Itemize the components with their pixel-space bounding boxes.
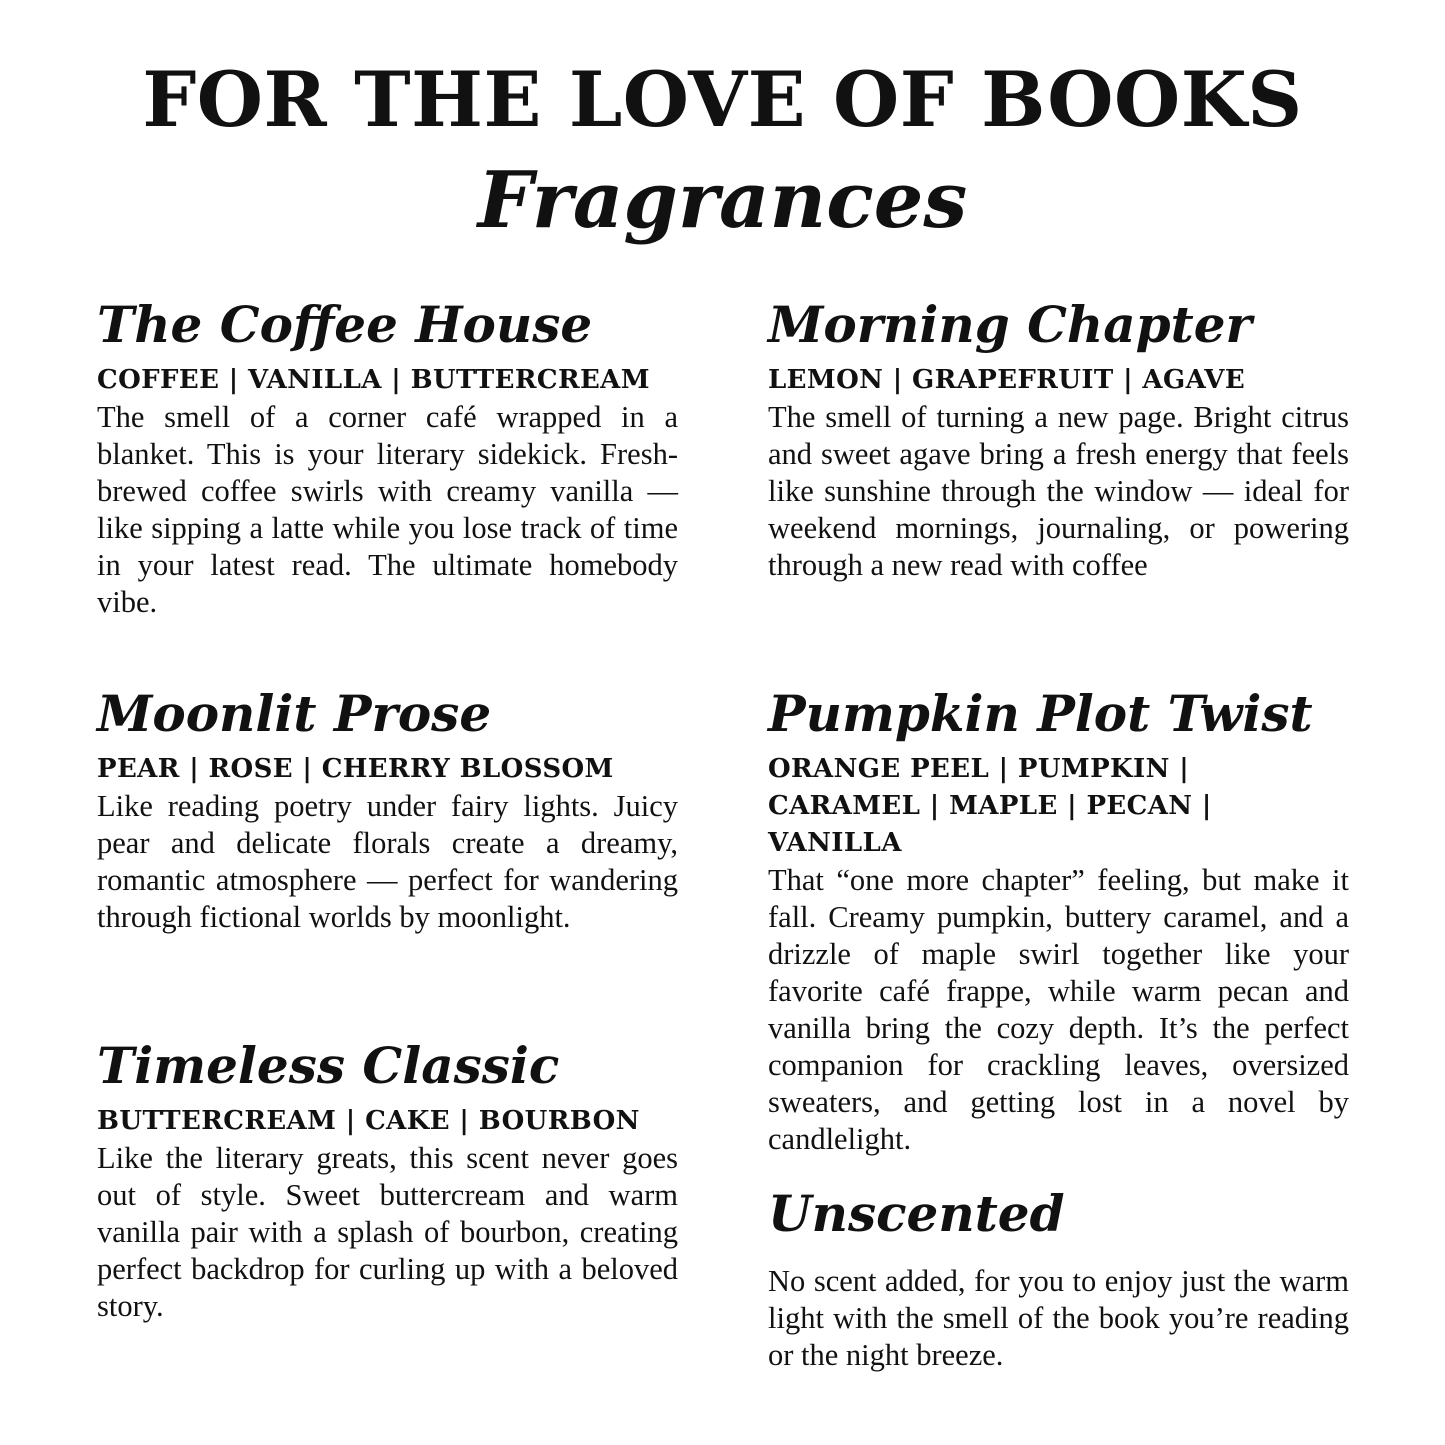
fragrance-description: The smell of turning a new page. Bright citrus and sweet agave bring a fresh energy that feels like sunshine through the window — ideal for weekend mornings, journaling, or powering through a new read with coffee (768, 399, 1349, 582)
fragrance-notes: ORANGE PEEL | PUMPKIN | CARAMEL | MAPLE | PECAN | VANILLA (768, 753, 1212, 858)
fragrance-notes: BUTTERCREAM | CAKE | BOURBON (97, 1105, 640, 1136)
fragrance-coffee-house (97, 296, 678, 621)
fragrance-timeless-classic (97, 1037, 678, 1325)
fragrance-description: Like the literary greats, this scent never goes out of style. Sweet buttercream and warm vanilla pair with a splash of bourbon, creating perfect backdrop for curling up with a beloved story. (97, 1140, 678, 1323)
fragrance-description: Like reading poetry under fairy lights. Juicy pear and delicate florals create a dreamy, romantic atmosphere — perfect for wandering through fictional worlds by moonlight. (97, 788, 678, 934)
fragrance-unscented (768, 1185, 1349, 1374)
fragrance-name: Timeless Classic (97, 1036, 560, 1095)
fragrance-notes: PEAR | ROSE | CHERRY BLOSSOM (97, 753, 614, 784)
fragrance-moonlit-prose (97, 685, 678, 936)
fragrance-description: The smell of a corner café wrapped in a blanket. This is your literary sidekick. Fresh-brewed coffee swirls with creamy vanilla — like sipping a latte while you lose track of time in your latest read. The ultimate homebody vibe. (97, 399, 678, 619)
fragrance-notes: LEMON | GRAPEFRUIT | AGAVE (768, 364, 1246, 395)
page-subtitle: Fragrances (477, 155, 968, 246)
fragrance-name: Unscented (768, 1184, 1065, 1243)
fragrance-name: The Coffee House (97, 295, 593, 354)
fragrance-name: Moonlit Prose (97, 684, 492, 743)
fragrance-description: No scent added, for you to enjoy just the warm light with the smell of the book you’re reading or the night breeze. (768, 1263, 1349, 1372)
page-title: FOR THE LOVE OF BOOKS (142, 55, 1303, 144)
fragrance-notes: COFFEE | VANILLA | BUTTERCREAM (97, 364, 650, 395)
fragrance-name: Morning Chapter (768, 295, 1252, 354)
fragrance-morning-chapter (768, 296, 1349, 584)
fragrance-description: That “one more chapter” feeling, but make it fall. Creamy pumpkin, buttery caramel, and a drizzle of maple swirl together like your favorite café frappe, while warm pecan and vanilla bring the cozy depth. It’s the perfect companion for crackling leaves, oversized sweaters, and getting lost in a novel by candlelight. (768, 862, 1349, 1156)
fragrance-name: Pumpkin Plot Twist (768, 684, 1313, 743)
fragrance-pumpkin-plot-twist (768, 685, 1349, 1158)
